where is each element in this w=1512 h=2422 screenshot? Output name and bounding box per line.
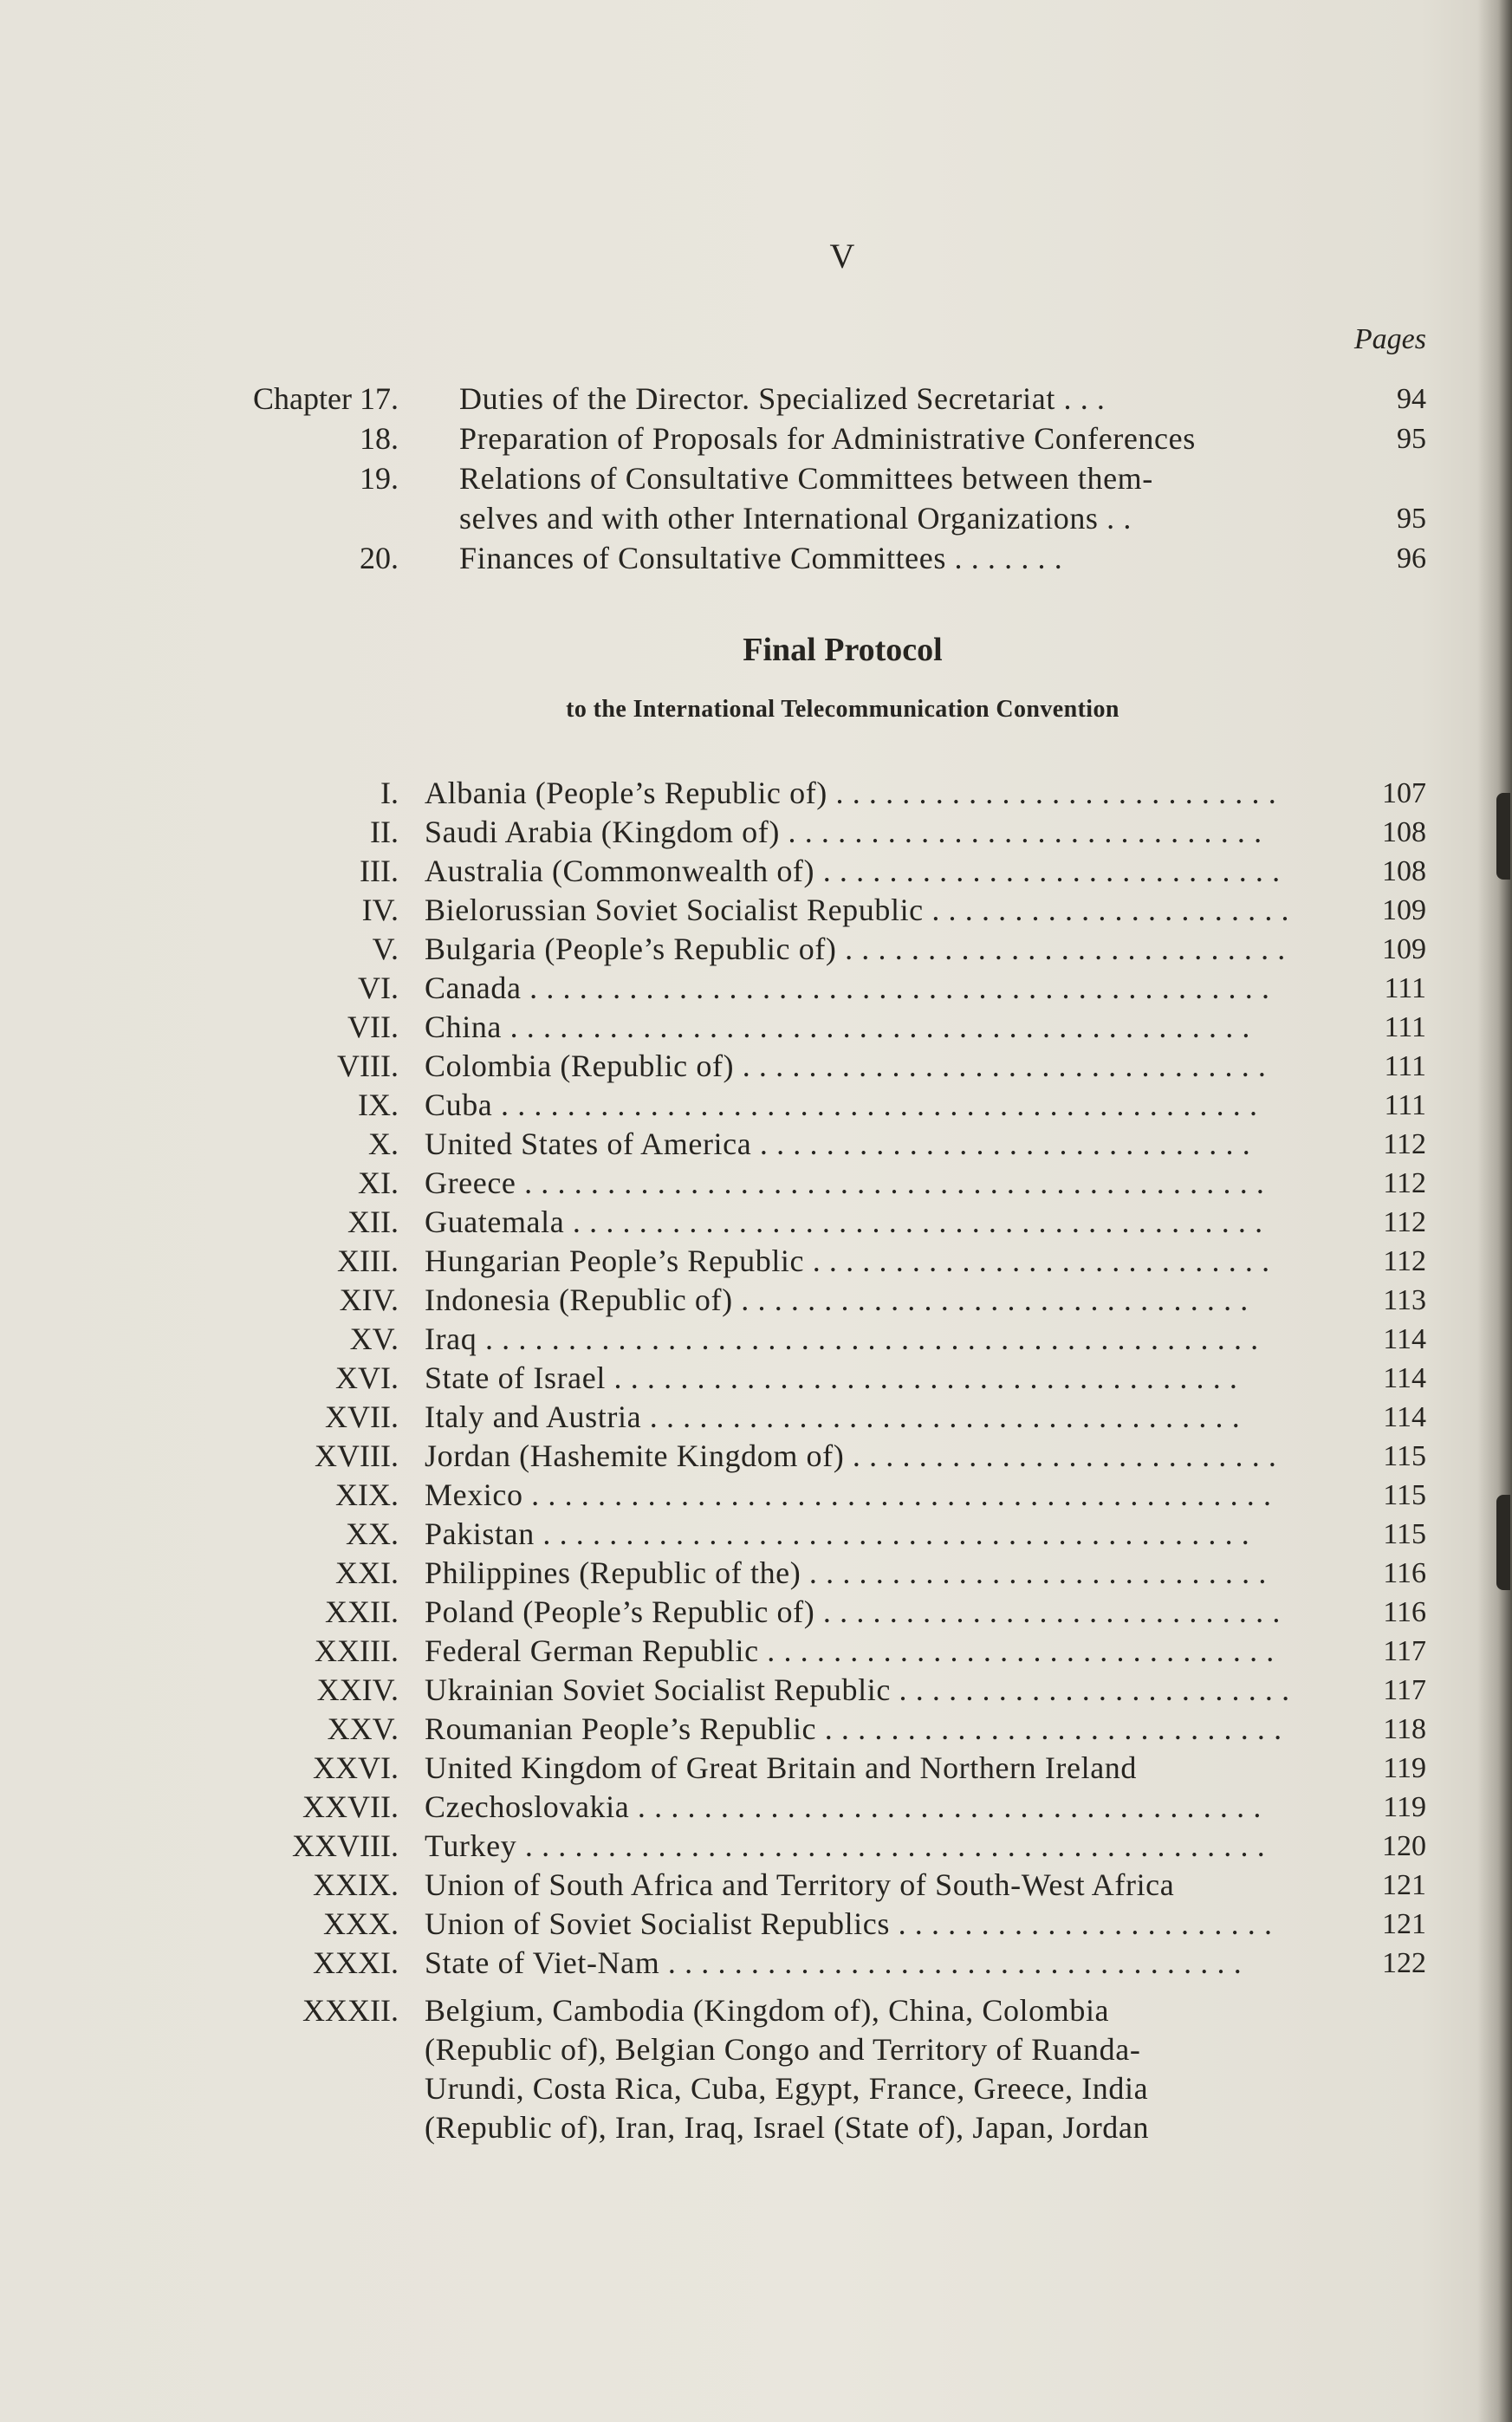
chapter-title: Relations of Consultative Committees between them- bbox=[459, 461, 1153, 496]
chapter-title: Preparation of Proposals for Administrative Conferences bbox=[459, 421, 1196, 456]
entry-title: Indonesia (Republic of) . . . . . . . . . . . . . . . . . . . . . . . . . . . . . . . bbox=[425, 1282, 1249, 1317]
entry-page: 118 bbox=[1383, 1713, 1426, 1745]
toc-entry-row bbox=[0, 1398, 1512, 1437]
entry-title: Iraq . . . . . . . . . . . . . . . . . . . . . . . . . . . . . . . . . . . . . . . . . . . . . . . bbox=[425, 1321, 1259, 1356]
entry-title: Roumanian People’s Republic . . . . . . . . . . . . . . . . . . . . . . . . . . . . bbox=[425, 1711, 1282, 1746]
entry-title: Union of South Africa and Territory of South-West Africa bbox=[425, 1867, 1175, 1902]
entry-number: XXVI. bbox=[313, 1750, 399, 1785]
entry-page: 111 bbox=[1384, 1089, 1426, 1121]
entry-number: XXIII. bbox=[315, 1633, 399, 1668]
entry-title: Urundi, Costa Rica, Cuba, Egypt, France, Greece, India bbox=[425, 2071, 1149, 2106]
toc-entry-row bbox=[0, 1320, 1512, 1359]
entry-page: 115 bbox=[1383, 1479, 1426, 1511]
entry-page: 107 bbox=[1382, 777, 1426, 809]
entry-number: XVII. bbox=[325, 1399, 399, 1434]
toc-entry-row bbox=[0, 1437, 1512, 1476]
entry-number: XVI. bbox=[335, 1360, 399, 1395]
toc-chapter-row bbox=[0, 459, 1512, 498]
entry-number: XXVII. bbox=[302, 1789, 399, 1824]
toc-entry-row bbox=[0, 1281, 1512, 1320]
chapter-page: 94 bbox=[1397, 383, 1426, 415]
entry-number: XIII. bbox=[337, 1243, 399, 1278]
toc-entry-row bbox=[0, 1008, 1512, 1047]
entry-page: 120 bbox=[1382, 1830, 1426, 1862]
entry-page: 121 bbox=[1382, 1869, 1426, 1901]
toc-chapter-row bbox=[0, 419, 1512, 458]
entry-number: XIV. bbox=[339, 1282, 399, 1317]
entry-page: 119 bbox=[1383, 1752, 1426, 1784]
entry-number: VI. bbox=[358, 971, 399, 1005]
toc-entry-row bbox=[0, 774, 1512, 813]
entry-page: 116 bbox=[1383, 1557, 1426, 1589]
toc-entry-row bbox=[0, 1905, 1512, 1944]
toc-entry-row bbox=[0, 852, 1512, 891]
entry-page: 112 bbox=[1383, 1128, 1426, 1160]
entry-title: Belgium, Cambodia (Kingdom of), China, Colombia bbox=[425, 1993, 1110, 2028]
toc-entry-row bbox=[0, 1710, 1512, 1749]
entry-number: XXIX. bbox=[313, 1867, 399, 1902]
chapter-number: 18. bbox=[360, 421, 399, 456]
toc-entry-row bbox=[0, 930, 1512, 969]
entry-number: VIII. bbox=[337, 1049, 399, 1083]
toc-entry-row bbox=[0, 1671, 1512, 1710]
entry-number: XXV. bbox=[327, 1711, 399, 1746]
entry-title: Federal German Republic . . . . . . . . . . . . . . . . . . . . . . . . . . . . . . . bbox=[425, 1633, 1275, 1668]
toc-entry-row bbox=[0, 1866, 1512, 1905]
chapter-title: Finances of Consultative Committees . . . . . . . bbox=[459, 541, 1063, 575]
toc-entry-row bbox=[0, 891, 1512, 930]
toc-entry-row bbox=[0, 1788, 1512, 1827]
entry-number: XII. bbox=[347, 1205, 399, 1239]
entry-number: XXXI. bbox=[313, 1945, 399, 1980]
entry-number: XXII. bbox=[325, 1594, 399, 1629]
entry-number: IV. bbox=[361, 893, 399, 927]
chapter-page: 95 bbox=[1397, 503, 1426, 535]
toc-entry-row bbox=[0, 1476, 1512, 1515]
entry-page: 122 bbox=[1382, 1947, 1426, 1979]
entry-title: Greece . . . . . . . . . . . . . . . . . . . . . . . . . . . . . . . . . . . . . . . . . . . . . bbox=[425, 1166, 1265, 1200]
toc-entry-row bbox=[0, 1944, 1512, 1983]
entry-page: 111 bbox=[1384, 1011, 1426, 1043]
entry-title: (Republic of), Belgian Congo and Territory of Ruanda- bbox=[425, 2032, 1141, 2067]
entry-page: 114 bbox=[1383, 1362, 1426, 1394]
entry-page: 109 bbox=[1382, 894, 1426, 926]
entry-page: 111 bbox=[1384, 972, 1426, 1004]
entry-title: Union of Soviet Socialist Republics . . . . . . . . . . . . . . . . . . . . . . . bbox=[425, 1906, 1273, 1941]
toc-entry-row bbox=[0, 1164, 1512, 1203]
toc-chapter-row bbox=[0, 380, 1512, 419]
entry-title: Colombia (Republic of) . . . . . . . . . . . . . . . . . . . . . . . . . . . . . . . . bbox=[425, 1049, 1267, 1083]
entry-page: 108 bbox=[1382, 855, 1426, 887]
entry-title: Italy and Austria . . . . . . . . . . . . . . . . . . . . . . . . . . . . . . . . . . . . bbox=[425, 1399, 1241, 1434]
entry-page: 119 bbox=[1383, 1791, 1426, 1823]
toc-entry-row bbox=[0, 1359, 1512, 1398]
page-numeral: V bbox=[829, 237, 856, 276]
entry-number: III. bbox=[360, 854, 399, 888]
entry-page: 108 bbox=[1382, 816, 1426, 848]
entry-page: 115 bbox=[1383, 1518, 1426, 1550]
entry-title: Bielorussian Soviet Socialist Republic . . . . . . . . . . . . . . . . . . . . . . bbox=[425, 893, 1290, 927]
entry-number: II. bbox=[370, 815, 399, 849]
entry-page: 117 bbox=[1383, 1674, 1426, 1706]
chapter-page: 95 bbox=[1397, 423, 1426, 455]
entry-title: Bulgaria (People’s Republic of) . . . . . . . . . . . . . . . . . . . . . . . . . . . bbox=[425, 932, 1286, 966]
entry-number: XXIV. bbox=[316, 1672, 399, 1707]
entry-number: XVIII. bbox=[315, 1438, 399, 1473]
pages-column-label: Pages bbox=[1353, 323, 1426, 355]
entry-page: 112 bbox=[1383, 1245, 1426, 1277]
chapter-number: Chapter 17. bbox=[253, 381, 399, 416]
entry-title: State of Israel . . . . . . . . . . . . . . . . . . . . . . . . . . . . . . . . . . . . . . bbox=[425, 1360, 1238, 1395]
entry-title: Czechoslovakia . . . . . . . . . . . . . . . . . . . . . . . . . . . . . . . . . . . . . . bbox=[425, 1789, 1262, 1824]
toc-entry-row bbox=[0, 813, 1512, 852]
entry-page: 114 bbox=[1383, 1401, 1426, 1433]
entry-title: (Republic of), Iran, Iraq, Israel (State of), Japan, Jordan bbox=[425, 2110, 1150, 2145]
entry-number: XXVIII. bbox=[292, 1828, 399, 1863]
entry-number: XV. bbox=[349, 1321, 399, 1356]
entry-number: IX. bbox=[358, 1088, 399, 1122]
entry-page: 121 bbox=[1382, 1908, 1426, 1940]
toc-entry-row bbox=[0, 1242, 1512, 1281]
entry-title: Canada . . . . . . . . . . . . . . . . . . . . . . . . . . . . . . . . . . . . . . . . . . . . . bbox=[425, 971, 1270, 1005]
toc-entry-row bbox=[0, 2030, 1512, 2069]
toc-entry-row bbox=[0, 1749, 1512, 1788]
toc-entry-row bbox=[0, 1515, 1512, 1554]
entry-page: 117 bbox=[1383, 1635, 1426, 1667]
entry-page: 113 bbox=[1383, 1284, 1426, 1316]
toc-entry-row bbox=[0, 1827, 1512, 1866]
section-title: Final Protocol bbox=[743, 632, 943, 668]
entry-title: United States of America . . . . . . . . . . . . . . . . . . . . . . . . . . . . . . bbox=[425, 1127, 1251, 1161]
entry-title: United Kingdom of Great Britain and Northern Ireland bbox=[425, 1750, 1137, 1785]
entry-page: 114 bbox=[1383, 1323, 1426, 1355]
entry-number: I. bbox=[380, 776, 399, 810]
section-subtitle: to the International Telecommunication Convention bbox=[566, 696, 1119, 723]
entry-page: 112 bbox=[1383, 1167, 1426, 1199]
entry-title: Cuba . . . . . . . . . . . . . . . . . . . . . . . . . . . . . . . . . . . . . . . . . . . . . . bbox=[425, 1088, 1258, 1122]
entry-number: XXX. bbox=[323, 1906, 399, 1941]
chapter-title: selves and with other International Organizations . . bbox=[459, 501, 1132, 536]
toc-entry-row bbox=[0, 2108, 1512, 2147]
toc-entry-row bbox=[0, 1203, 1512, 1242]
toc-entry-row bbox=[0, 1125, 1512, 1164]
entry-number: XI. bbox=[358, 1166, 399, 1200]
entry-title: Australia (Commonwealth of) . . . . . . . . . . . . . . . . . . . . . . . . . . . . bbox=[425, 854, 1281, 888]
entry-title: China . . . . . . . . . . . . . . . . . . . . . . . . . . . . . . . . . . . . . . . . . . . . . bbox=[425, 1010, 1250, 1044]
entry-title: Albania (People’s Republic of) . . . . . . . . . . . . . . . . . . . . . . . . . . . bbox=[425, 776, 1277, 810]
entry-title: State of Viet-Nam . . . . . . . . . . . . . . . . . . . . . . . . . . . . . . . . . . . bbox=[425, 1945, 1243, 1980]
toc-entry-row bbox=[0, 2069, 1512, 2108]
entry-number: XIX. bbox=[335, 1477, 399, 1512]
toc-entry-row bbox=[0, 969, 1512, 1008]
entry-page: 115 bbox=[1383, 1440, 1426, 1472]
chapter-page: 96 bbox=[1397, 542, 1426, 575]
entry-number: VII. bbox=[347, 1010, 399, 1044]
toc-entry-row bbox=[0, 1554, 1512, 1593]
toc-entry-row bbox=[0, 1632, 1512, 1671]
entry-title: Jordan (Hashemite Kingdom of) . . . . . . . . . . . . . . . . . . . . . . . . . . bbox=[425, 1438, 1277, 1473]
entry-title: Poland (People’s Republic of) . . . . . . . . . . . . . . . . . . . . . . . . . . . . bbox=[425, 1594, 1281, 1629]
entry-page: 112 bbox=[1383, 1206, 1426, 1238]
toc-entry-row bbox=[0, 1086, 1512, 1125]
entry-title: Mexico . . . . . . . . . . . . . . . . . . . . . . . . . . . . . . . . . . . . . . . . . . . . . bbox=[425, 1477, 1272, 1512]
entry-number: V. bbox=[372, 932, 399, 966]
entry-number: X. bbox=[368, 1127, 399, 1161]
entry-title: Pakistan . . . . . . . . . . . . . . . . . . . . . . . . . . . . . . . . . . . . . . . . . . . bbox=[425, 1516, 1250, 1551]
entry-page: 109 bbox=[1382, 933, 1426, 965]
chapter-title: Duties of the Director. Specialized Secretariat . . . bbox=[459, 381, 1106, 416]
entry-number: XX. bbox=[346, 1516, 399, 1551]
entry-number: XXXII. bbox=[302, 1993, 399, 2028]
entry-number: XXI. bbox=[335, 1555, 399, 1590]
entry-title: Saudi Arabia (Kingdom of) . . . . . . . . . . . . . . . . . . . . . . . . . . . . . bbox=[425, 815, 1262, 849]
entry-title: Philippines (Republic of the) . . . . . . . . . . . . . . . . . . . . . . . . . . . . bbox=[425, 1555, 1267, 1590]
chapter-number: 20. bbox=[360, 541, 399, 575]
entry-page: 111 bbox=[1384, 1050, 1426, 1082]
entry-title: Guatemala . . . . . . . . . . . . . . . . . . . . . . . . . . . . . . . . . . . . . . . . . . bbox=[425, 1205, 1263, 1239]
entry-title: Hungarian People’s Republic . . . . . . . . . . . . . . . . . . . . . . . . . . . . bbox=[425, 1243, 1270, 1278]
toc-entry-row bbox=[0, 1991, 1512, 2030]
entry-title: Ukrainian Soviet Socialist Republic . . . . . . . . . . . . . . . . . . . . . . . . bbox=[425, 1672, 1290, 1707]
toc-chapter-row bbox=[0, 499, 1512, 538]
toc-entry-row bbox=[0, 1593, 1512, 1632]
toc-entry-row bbox=[0, 1047, 1512, 1086]
entry-page: 116 bbox=[1383, 1596, 1426, 1628]
toc-chapter-row bbox=[0, 539, 1512, 578]
entry-title: Turkey . . . . . . . . . . . . . . . . . . . . . . . . . . . . . . . . . . . . . . . . . . . . . bbox=[425, 1828, 1266, 1863]
chapter-number: 19. bbox=[360, 461, 399, 496]
